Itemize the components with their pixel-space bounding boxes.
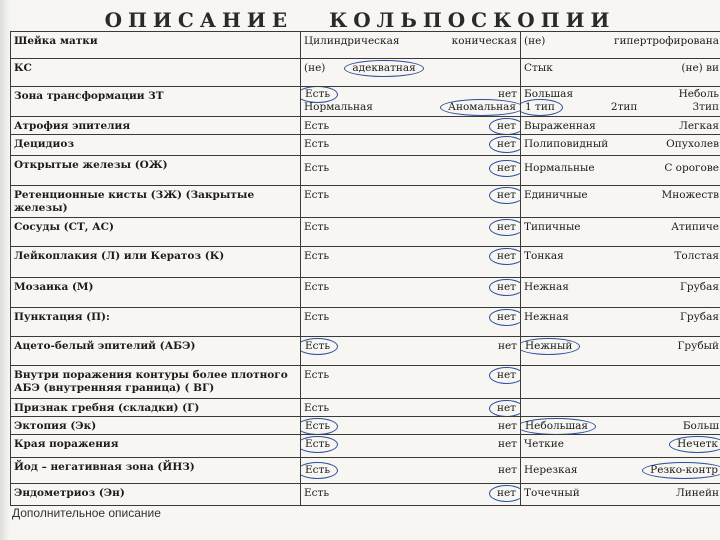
option-cell (301, 59, 521, 87)
option[interactable]: гипертрофирована (614, 35, 719, 47)
option-circled[interactable]: нет (489, 219, 521, 236)
option-cell (521, 186, 720, 218)
option-cell (301, 308, 521, 337)
option-cell (301, 417, 521, 435)
option[interactable]: Толстая (674, 250, 719, 262)
option-cell (301, 186, 521, 218)
option[interactable]: Нежная (524, 311, 569, 323)
option-circled[interactable]: Небольшая (521, 418, 597, 435)
option[interactable]: (не) (524, 35, 546, 47)
page-title (0, 8, 720, 32)
option-circled[interactable]: нет (489, 485, 521, 502)
option[interactable]: Выраженная (524, 120, 596, 132)
table-row (11, 366, 720, 399)
option[interactable]: Линейн (676, 487, 719, 499)
option-cell (301, 117, 521, 135)
row-label: Атрофия эпителия (11, 117, 301, 135)
option-cell (521, 435, 720, 458)
table-row (11, 337, 720, 366)
option-circled[interactable]: нет (489, 248, 521, 265)
option-circled[interactable]: 1 тип (521, 99, 563, 116)
option-circled[interactable]: Есть (301, 338, 339, 355)
option[interactable]: Четкие (524, 438, 564, 450)
option-cell (521, 417, 720, 435)
row-label: Лейкоплакия (Л) или Кератоз (К) (11, 247, 301, 278)
option-cell (521, 156, 720, 186)
option-cell (301, 366, 521, 399)
row-label: Йод – негативная зона (ЙНЗ) (11, 458, 301, 484)
option-cell (301, 32, 521, 59)
option[interactable]: Есть (304, 369, 330, 381)
option[interactable]: Есть (304, 138, 330, 150)
option-circled[interactable]: нет (489, 187, 521, 204)
row-label: Сосуды (СТ, АС) (11, 218, 301, 247)
option-cell (301, 435, 521, 458)
title-word-2: КОЛЬПОСКОПИИ (329, 8, 616, 32)
option[interactable]: Есть (304, 487, 330, 499)
row-label: Эктопия (Эк) (11, 417, 301, 435)
option-cell (301, 337, 521, 366)
option[interactable]: Опухолев (666, 138, 719, 150)
scan-edge-shadow (0, 0, 10, 540)
option-cell (521, 59, 720, 87)
table-row (11, 399, 720, 417)
option-cell (521, 366, 720, 399)
row-label: Внутри поражения контуры более плотного АБЭ (внутренняя граница) ( ВГ) (11, 366, 301, 399)
option[interactable]: Есть (304, 250, 330, 262)
table-row (11, 278, 720, 308)
option-circled[interactable]: адекватная (344, 60, 423, 77)
option-cell (301, 218, 521, 247)
option[interactable]: Есть (304, 120, 330, 132)
option-circled[interactable]: нет (489, 136, 521, 153)
option[interactable]: Стык (524, 62, 553, 74)
option[interactable]: (не) (304, 62, 326, 74)
option-circled[interactable]: Есть (301, 418, 339, 435)
row-label: Шейка матки (11, 32, 301, 59)
option-cell (521, 484, 720, 506)
colposcopy-table (10, 31, 720, 506)
option-circled[interactable]: нет (489, 279, 521, 296)
option-circled[interactable]: Есть (301, 462, 339, 479)
table-row (11, 435, 720, 458)
option[interactable]: Есть (304, 281, 330, 293)
option-cell (521, 247, 720, 278)
table-row (11, 32, 720, 59)
option[interactable]: нет (497, 438, 517, 450)
row-label: Ацето-белый эпителий (АБЭ) (11, 337, 301, 366)
option[interactable]: Большая (524, 88, 574, 100)
option[interactable]: Есть (304, 311, 330, 323)
option[interactable]: (не) ви (681, 62, 719, 74)
table-row (11, 218, 720, 247)
option-cell (301, 399, 521, 417)
option[interactable]: нет (497, 340, 517, 352)
row-label: Ретенционные кисты (ЗЖ) (Закрытые железы) (11, 186, 301, 218)
option-cell (301, 458, 521, 484)
option[interactable]: Есть (304, 402, 330, 414)
table-row (11, 247, 720, 278)
option[interactable]: 3тип (692, 101, 719, 113)
additional-description-label: Дополнительное описание (12, 506, 161, 520)
option[interactable]: Нерезкая (524, 464, 578, 476)
option[interactable]: 2тип (610, 101, 638, 113)
option[interactable]: Есть (304, 162, 330, 174)
option[interactable]: Нормальная (304, 101, 373, 113)
option[interactable]: Больш (682, 420, 719, 432)
row-label: Пунктация (П): (11, 308, 301, 337)
option-circled[interactable]: Есть (301, 87, 339, 104)
option-cell (521, 32, 720, 59)
option[interactable]: Грубая (679, 281, 719, 293)
table-row (11, 186, 720, 218)
option[interactable]: Легкая (679, 120, 719, 132)
option-cell (521, 218, 720, 247)
option-cell (521, 399, 720, 417)
option[interactable]: Множеств (661, 189, 719, 201)
option[interactable]: Грубая (679, 311, 719, 323)
row-label: Открытые железы (ОЖ) (11, 156, 301, 186)
option[interactable]: нет (497, 464, 517, 476)
option[interactable]: нет (497, 88, 517, 100)
table-row (11, 135, 720, 156)
option[interactable]: Полиповидный (524, 138, 609, 150)
option-cell (521, 135, 720, 156)
option-circled[interactable]: нет (489, 160, 521, 177)
option-circled[interactable]: Нежный (521, 338, 581, 355)
option-circled[interactable]: Нечетк (669, 436, 720, 453)
option-cell (521, 308, 720, 337)
option-cell (301, 484, 521, 506)
option-cell (301, 135, 521, 156)
option-cell (521, 87, 720, 117)
option[interactable]: Нежная (524, 281, 569, 293)
option-circled[interactable]: нет (489, 118, 521, 135)
row-label: КС (11, 59, 301, 87)
option-cell (521, 458, 720, 484)
row-label: Признак гребня (складки) (Г) (11, 399, 301, 417)
option[interactable]: Неболь (678, 88, 719, 100)
row-label: Зона трансформации ЗТ (11, 87, 301, 117)
option[interactable]: Тонкая (524, 250, 564, 262)
option-cell (301, 247, 521, 278)
table-row (11, 484, 720, 506)
table-row (11, 417, 720, 435)
table-row (11, 117, 720, 135)
option-cell (521, 278, 720, 308)
option[interactable]: Есть (304, 221, 330, 233)
option-circled[interactable]: нет (489, 309, 521, 326)
option-circled[interactable]: нет (489, 400, 521, 417)
row-label: Децидиоз (11, 135, 301, 156)
option[interactable]: Есть (304, 189, 330, 201)
option[interactable]: коническая (451, 35, 517, 47)
row-label: Мозаика (М) (11, 278, 301, 308)
option[interactable]: С ороговe (664, 162, 719, 174)
row-label: Эндометриоз (Эн) (11, 484, 301, 506)
row-label: Края поражения (11, 435, 301, 458)
option[interactable]: Единичные (524, 189, 588, 201)
option[interactable]: нет (497, 420, 517, 432)
option[interactable]: Типичные (524, 221, 581, 233)
table-row (11, 308, 720, 337)
option-cell (301, 156, 521, 186)
option-circled[interactable]: Аномальная (440, 99, 520, 116)
title-word-1: ОПИСАНИЕ (104, 8, 294, 32)
table-row (11, 59, 720, 87)
option[interactable]: Цилиндрическая (304, 35, 400, 47)
option-cell (521, 337, 720, 366)
option-cell (521, 117, 720, 135)
table-row (11, 458, 720, 484)
option[interactable]: Грубый (677, 340, 719, 352)
table-row (11, 87, 720, 117)
table-row (11, 156, 720, 186)
option-cell (301, 87, 521, 117)
option[interactable]: Нормальные (524, 162, 595, 174)
option[interactable]: Атипиче (671, 221, 719, 233)
option-circled[interactable]: нет (489, 367, 521, 384)
option[interactable]: Точечный (524, 487, 580, 499)
option-circled[interactable]: Есть (301, 436, 339, 453)
option-circled[interactable]: Резко-контр (642, 462, 720, 479)
option-cell (301, 278, 521, 308)
